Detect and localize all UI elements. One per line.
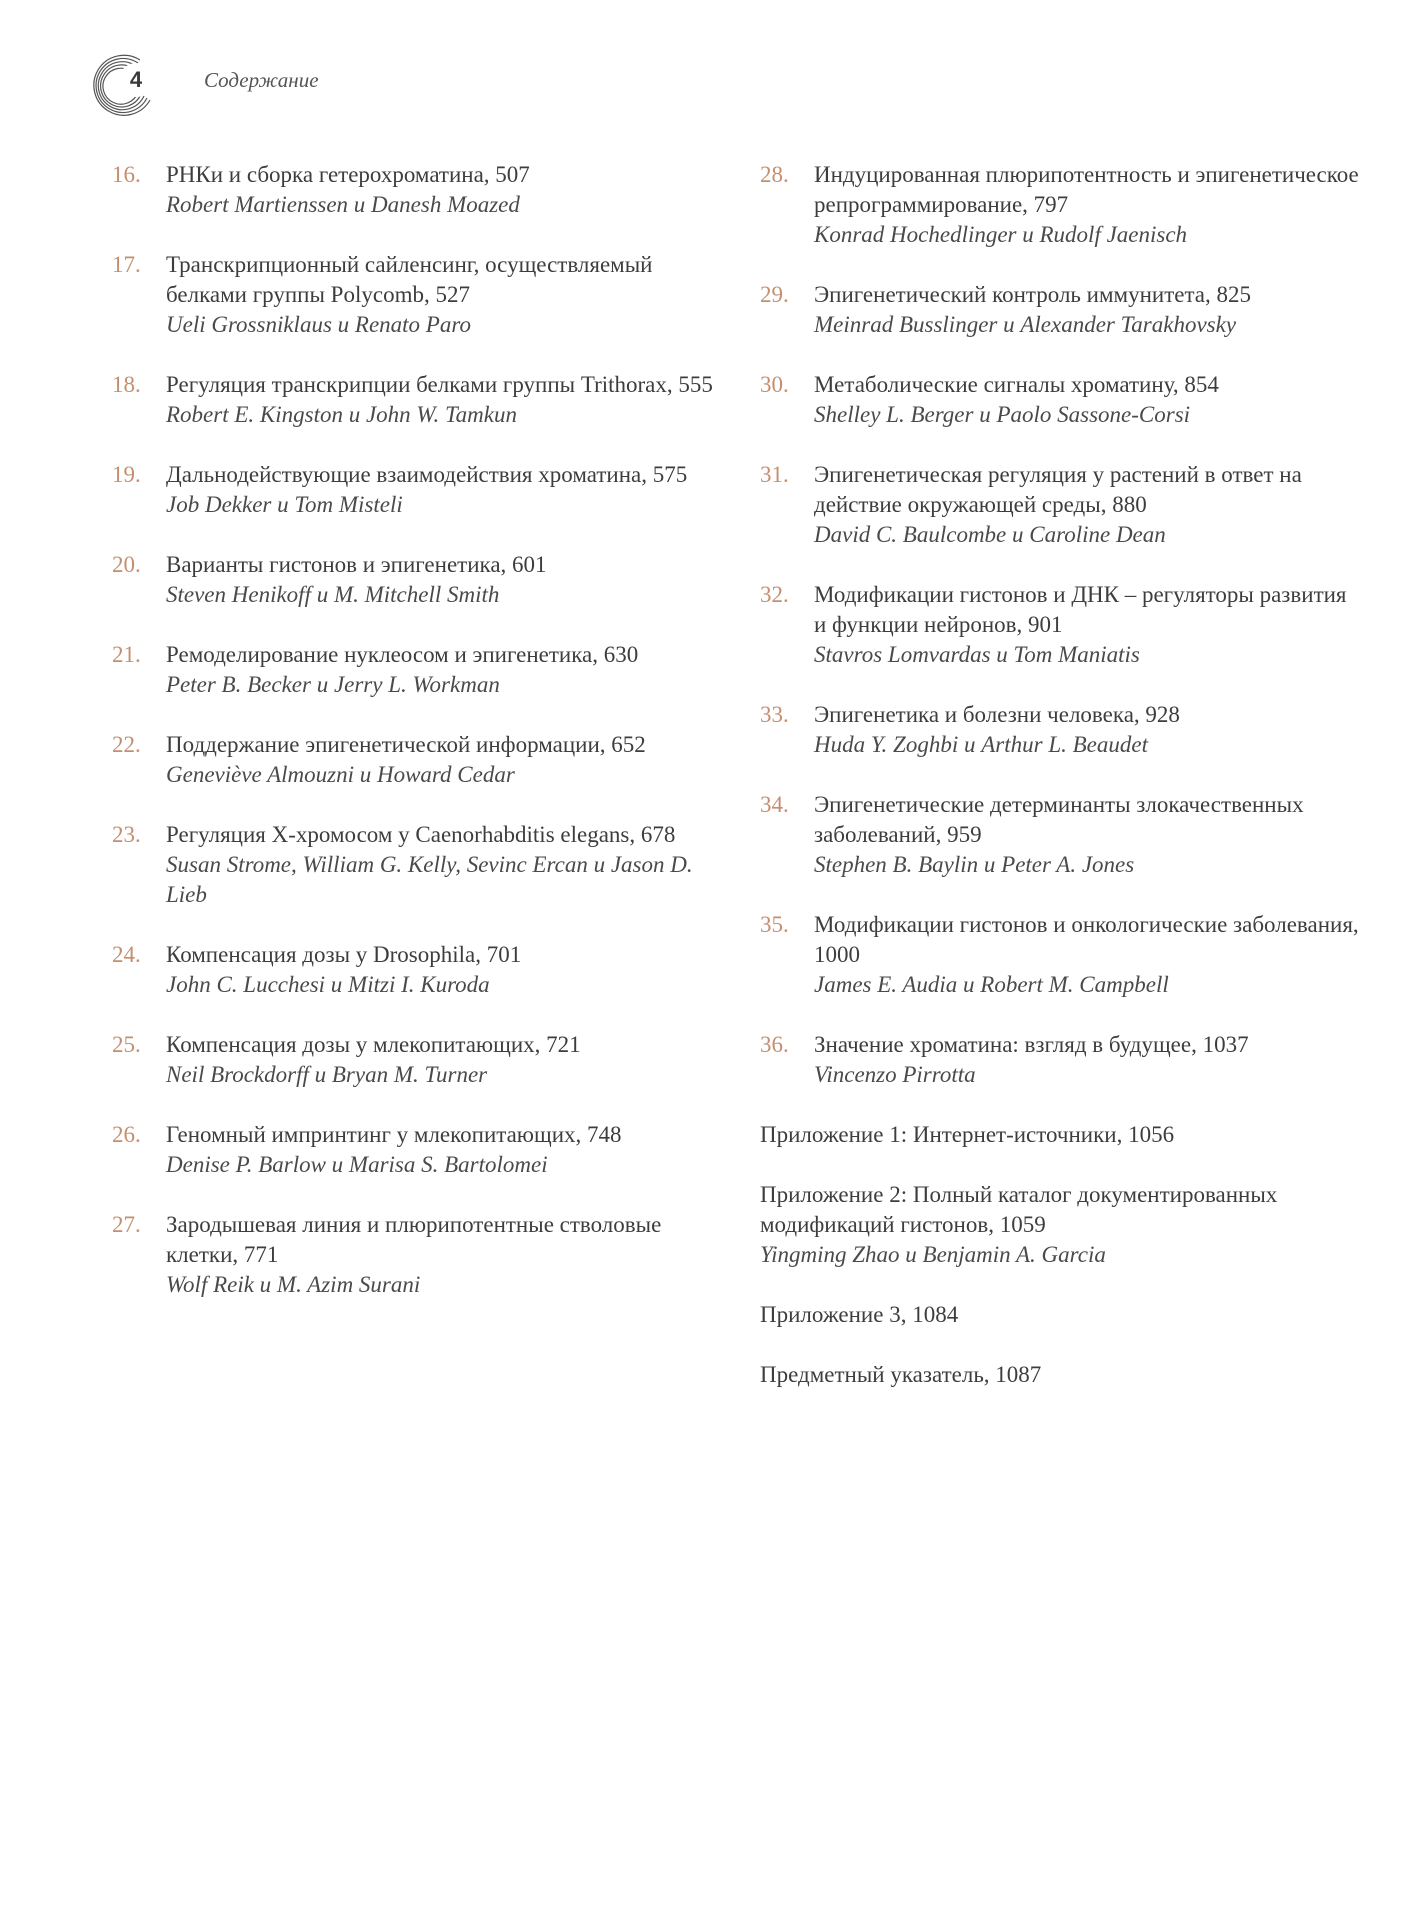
chapter-authors: Robert E. Kingston и John W. Tamkun xyxy=(166,402,517,427)
chapter-number: 28. xyxy=(760,162,789,187)
chapter-number: 29. xyxy=(760,282,789,307)
toc-entry[interactable] xyxy=(112,940,732,1000)
chapter-number: 31. xyxy=(760,462,789,487)
chapter-title: Эпигенетический контроль иммунитета, 825 xyxy=(814,282,1252,307)
toc-entry[interactable] xyxy=(112,1030,732,1090)
chapter-authors: Denise P. Barlow и Marisa S. Bartolomei xyxy=(166,1152,548,1177)
chapter-title: Эпигенетика и болезни человека, 928 xyxy=(814,702,1180,727)
chapter-authors: Susan Strome, William G. Kelly, Sevinc Ercan и Jason D. Lieb xyxy=(166,852,693,907)
toc-entry[interactable] xyxy=(760,160,1360,250)
appendix-title: Приложение 1: Интернет-источники, 1056 xyxy=(760,1122,1175,1147)
chapter-number: 21. xyxy=(112,642,141,667)
page-number: 4 xyxy=(129,67,143,92)
chapter-title: Модификации гистонов и ДНК – регуляторы развития и функции нейронов, 901 xyxy=(814,582,1347,637)
toc-entry[interactable] xyxy=(760,700,1360,760)
toc-entry[interactable] xyxy=(760,370,1360,430)
chapter-number: 36. xyxy=(760,1032,789,1057)
toc-entry[interactable] xyxy=(112,550,732,610)
chapter-authors: James E. Audia и Robert M. Campbell xyxy=(814,972,1169,997)
toc-entry[interactable] xyxy=(112,160,732,220)
toc-right-column xyxy=(760,160,1360,1420)
chapter-number: 25. xyxy=(112,1032,141,1057)
toc-entry[interactable] xyxy=(760,580,1360,670)
chapter-authors: Shelley L. Berger и Paolo Sassone-Corsi xyxy=(814,402,1191,427)
toc-entry[interactable] xyxy=(112,460,732,520)
page-header xyxy=(78,38,478,118)
chapter-authors: Ueli Grossniklaus и Renato Paro xyxy=(166,312,471,337)
toc-entry[interactable] xyxy=(112,1120,732,1180)
toc-appendix[interactable] xyxy=(760,1180,1360,1270)
chapter-authors: Job Dekker и Tom Misteli xyxy=(166,492,403,517)
chapter-number: 33. xyxy=(760,702,789,727)
chapter-title: Компенсация дозы у Drosophila, 701 xyxy=(166,942,522,967)
toc-entry[interactable] xyxy=(112,1210,732,1300)
toc-appendix[interactable] xyxy=(760,1300,1360,1330)
chapter-authors: John C. Lucchesi и Mitzi I. Kuroda xyxy=(166,972,490,997)
chapter-number: 34. xyxy=(760,792,789,817)
chapter-number: 18. xyxy=(112,372,141,397)
chapter-title: Значение хроматина: взгляд в будущее, 1037 xyxy=(814,1032,1249,1057)
chapter-authors: Neil Brockdorff и Bryan M. Turner xyxy=(166,1062,488,1087)
chapter-number: 22. xyxy=(112,732,141,757)
chapter-title: Дальнодействующие взаимодействия хроматина, 575 xyxy=(166,462,688,487)
chapter-authors: David C. Baulcombe и Caroline Dean xyxy=(814,522,1166,547)
chapter-title: Поддержание эпигенетической информации, 652 xyxy=(166,732,646,757)
chapter-authors: Peter B. Becker и Jerry L. Workman xyxy=(166,672,500,697)
chapter-title: РНКи и сборка гетерохроматина, 507 xyxy=(166,162,530,187)
chapter-title: Модификации гистонов и онкологические заболевания, 1000 xyxy=(814,912,1359,967)
section-title: Содержание xyxy=(204,68,319,92)
chapter-title: Транскрипционный сайленсинг, осуществляемый белками группы Polycomb, 527 xyxy=(166,252,653,307)
chapter-title: Варианты гистонов и эпигенетика, 601 xyxy=(166,552,547,577)
toc-appendix[interactable] xyxy=(760,1360,1360,1390)
chapter-number: 20. xyxy=(112,552,141,577)
chapter-number: 19. xyxy=(112,462,141,487)
chapter-authors: Konrad Hochedlinger и Rudolf Jaenisch xyxy=(814,222,1188,247)
chapter-title: Индуцированная плюрипотентность и эпигенетическое репрограммирование, 797 xyxy=(814,162,1359,217)
chapter-title: Ремоделирование нуклеосом и эпигенетика, 630 xyxy=(166,642,639,667)
chapter-title: Эпигенетические детерминанты злокачественных заболеваний, 959 xyxy=(814,792,1304,847)
chapter-title: Регуляция X-хромосом у Caenorhabditis elegans, 678 xyxy=(166,822,676,847)
chapter-number: 24. xyxy=(112,942,141,967)
appendix-title: Приложение 3, 1084 xyxy=(760,1302,959,1327)
toc-entry[interactable] xyxy=(112,730,732,790)
chapter-title: Эпигенетическая регуляция у растений в ответ на действие окружающей среды, 880 xyxy=(814,462,1302,517)
chapter-authors: Wolf Reik и M. Azim Surani xyxy=(166,1272,421,1297)
toc-entry[interactable] xyxy=(112,640,732,700)
chapter-authors: Steven Henikoff и M. Mitchell Smith xyxy=(166,582,500,607)
toc-entry[interactable] xyxy=(760,460,1360,550)
toc-entry[interactable] xyxy=(760,1030,1360,1090)
chapter-title: Компенсация дозы у млекопитающих, 721 xyxy=(166,1032,581,1057)
chapter-title: Зародышевая линия и плюрипотентные стволовые клетки, 771 xyxy=(166,1212,662,1267)
chapter-authors: Stavros Lomvardas и Tom Maniatis xyxy=(814,642,1140,667)
chapter-number: 32. xyxy=(760,582,789,607)
chapter-title: Геномный импринтинг у млекопитающих, 748 xyxy=(166,1122,622,1147)
chapter-number: 17. xyxy=(112,252,141,277)
chapter-title: Метаболические сигналы хроматину, 854 xyxy=(814,372,1219,397)
chapter-number: 23. xyxy=(112,822,141,847)
chapter-authors: Huda Y. Zoghbi и Arthur L. Beaudet xyxy=(814,732,1148,757)
chapter-number: 35. xyxy=(760,912,789,937)
toc-appendix[interactable] xyxy=(760,1120,1360,1150)
chapter-number: 16. xyxy=(112,162,141,187)
chapter-authors: Geneviève Almouzni и Howard Cedar xyxy=(166,762,515,787)
chapter-number: 30. xyxy=(760,372,789,397)
chapter-authors: Stephen B. Baylin и Peter A. Jones xyxy=(814,852,1135,877)
chapter-number: 26. xyxy=(112,1122,141,1147)
toc-left-column xyxy=(112,160,732,1330)
chapter-authors: Robert Martienssen и Danesh Moazed xyxy=(166,192,520,217)
chapter-title: Регуляция транскрипции белками группы Trithorax, 555 xyxy=(166,372,713,397)
toc-entry[interactable] xyxy=(112,820,732,910)
toc-entry[interactable] xyxy=(760,910,1360,1000)
appendix-authors: Yingming Zhao и Benjamin A. Garcia xyxy=(760,1242,1106,1267)
appendix-title: Предметный указатель, 1087 xyxy=(760,1362,1042,1387)
chapter-authors: Vincenzo Pirrotta xyxy=(814,1062,976,1087)
toc-entry[interactable] xyxy=(760,790,1360,880)
toc-entry[interactable] xyxy=(760,280,1360,340)
chapter-number: 27. xyxy=(112,1212,141,1237)
toc-entry[interactable] xyxy=(112,250,732,340)
toc-entry[interactable] xyxy=(112,370,732,430)
chapter-authors: Meinrad Busslinger и Alexander Tarakhovsky xyxy=(814,312,1237,337)
appendix-title: Приложение 2: Полный каталог документированных модификаций гистонов, 1059 xyxy=(760,1182,1278,1237)
